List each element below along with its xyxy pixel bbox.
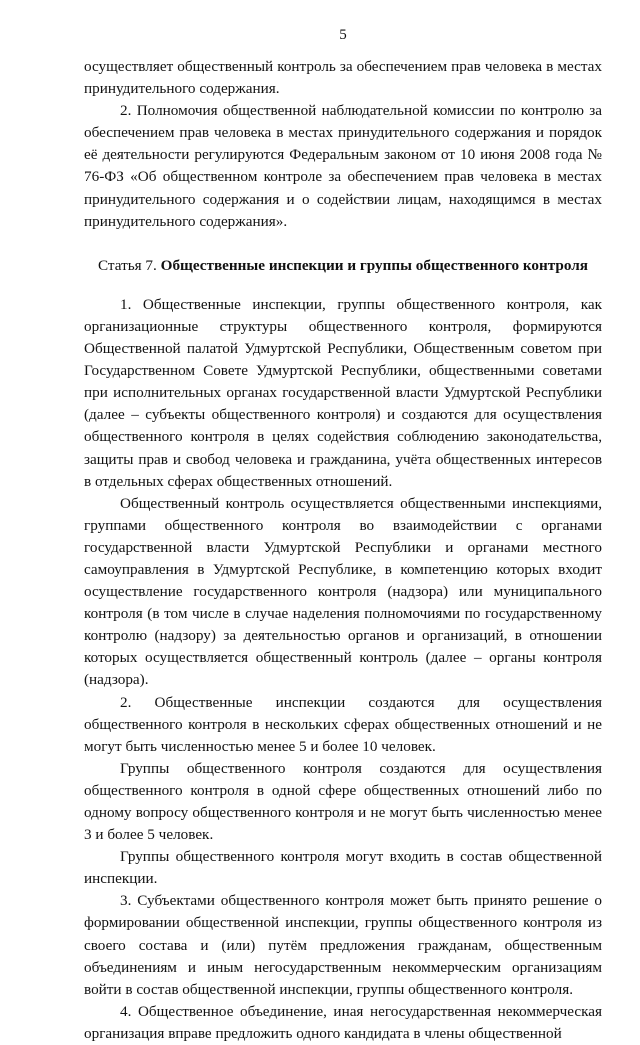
paragraph-item-3: 3. Субъектами общественного контроля может быть принято решение о формировании общественной инспекции, группы общественного контроля из своего состава и (или) путём предложения гражданам, общественным объединениям и иным негосударственным некоммерческим организациям войти в состав общественной инспекции, группы общественного контроля. [84, 892, 602, 998]
paragraph-item-2: 2. Общественные инспекции создаются для осуществления общественного контроля в нескольких сферах общественных отношений и не могут быть численностью менее 5 и более 10 человек. [84, 693, 602, 755]
paragraph-item-1: 1. Общественные инспекции, группы общественного контроля, как организационные структуры общественного контроля, формируются Общественной палатой Удмуртской Республики, Общественным советом при Государственном Совете Удмуртской Республики, общественными советами при исполнительных органах государственной власти Удмуртской Республики (далее – субъекты общественного контроля) и создаются для осуществления общественного контроля в целях содействия соблюдению законодательства, защиты прав и свобод человека и гражданина, учёта общественных интересов в отдельных сферах общественных отношений. [84, 295, 602, 490]
page-number: 5 [339, 27, 347, 43]
article-title: Общественные инспекции и группы общественного контроля [160, 256, 588, 274]
article-number: Статья 7. [97, 256, 157, 274]
paragraph-groups-membership: Группы общественного контроля могут входить в состав общественной инспекции. [84, 848, 602, 888]
paragraph-item-1-continued: Общественный контроль осуществляется общественными инспекциями, группами общественного контроля во взаимодействии с органами государственной власти Удмуртской Республики и органами местного самоуправления в Удмуртской Республике, в компетенцию которых входит осуществление государственного контроля (надзора) или муниципального контроля (в том числе в случае наделения полномочиями по государственному контролю (надзору) за деятельностью органов и организаций, в отношении которых осуществляется общественный контроль (далее – органы контроля (надзора). [84, 494, 602, 689]
document-page [84, 26, 602, 1045]
paragraph-item-4: 4. Общественное объединение, иная негосударственная некоммерческая организация вправе предложить одного кандидата в члены общественной [84, 1002, 602, 1042]
article-heading [84, 255, 602, 277]
paragraph-groups: Группы общественного контроля создаются для осуществления общественного контроля в одной сфере общественных отношений либо по одному вопросу общественного контроля и не могут быть численностью менее 3 и более 5 человек. [84, 759, 602, 844]
paragraph-continuation: осуществляет общественный контроль за обеспечением прав человека в местах принудительного содержания. [84, 58, 602, 98]
paragraph-clause-2: 2. Полномочия общественной наблюдательной комиссии по контролю за обеспечением прав человека в местах принудительного содержания и порядок её деятельности регулируются Федеральным законом от 10 июня 2008 года № 76-ФЗ «Об общественном контроле за обеспечением прав человека в местах принудительного содержания и о содействии лицам, находящимся в местах принудительного содержания». [84, 102, 602, 230]
